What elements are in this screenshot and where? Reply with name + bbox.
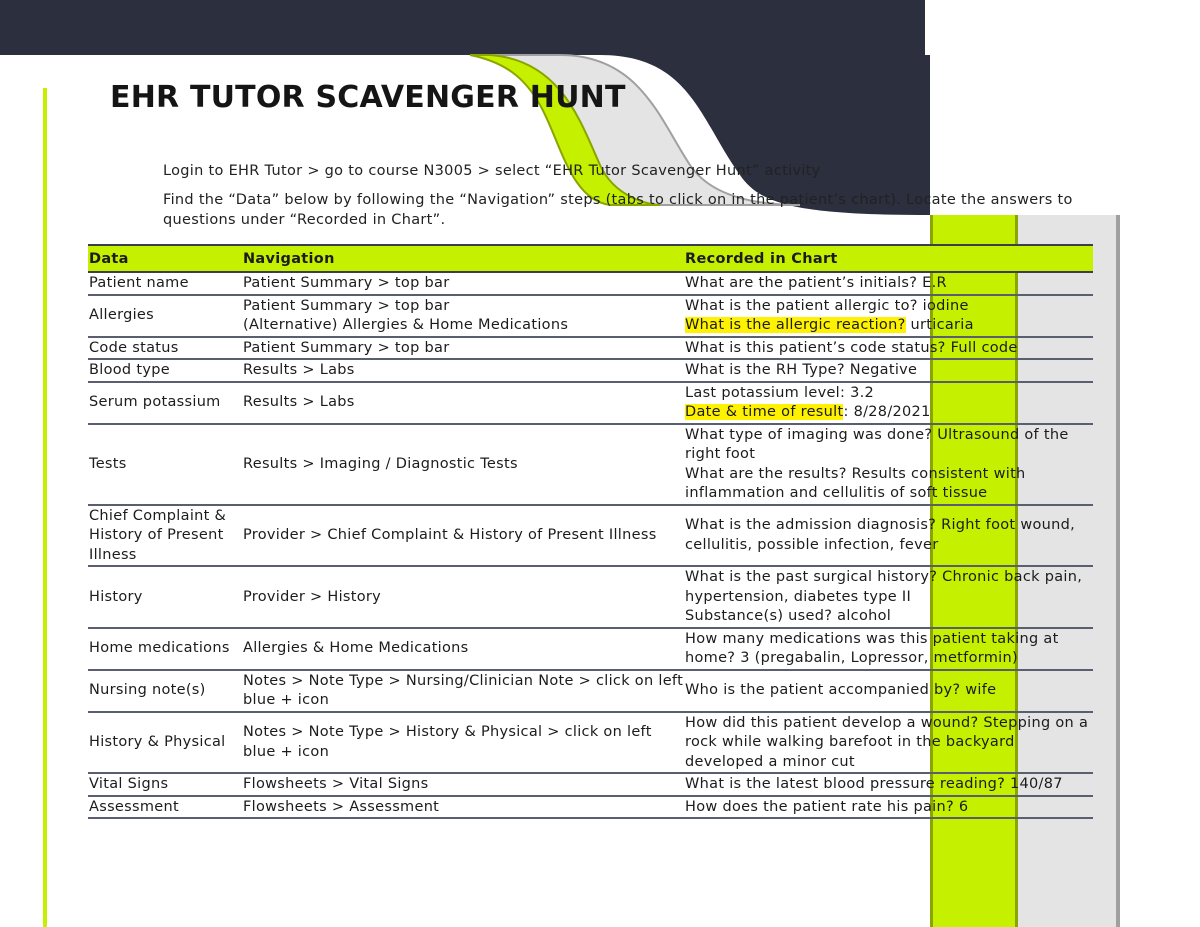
table-row: [88, 382, 1093, 424]
recorded-line: [685, 384, 1093, 404]
table-row: [88, 359, 1093, 382]
recorded-line: [685, 465, 1093, 504]
cell-recorded: [684, 796, 1093, 819]
recorded-line: [685, 798, 1093, 818]
cell-navigation: [242, 628, 684, 670]
column-header-data: Data: [88, 245, 242, 272]
navigation-step: Notes > Note Type > Nursing/Clinician Note > click on left blue + icon: [243, 672, 684, 708]
recorded-text: What is the past surgical history? Chronic back pain, hypertension, diabetes type II: [685, 569, 1083, 605]
recorded-line: [685, 316, 1093, 336]
cell-recorded: [684, 670, 1093, 712]
cell-navigation: [242, 712, 684, 774]
cell-recorded: [684, 505, 1093, 567]
recorded-line: [685, 775, 1093, 795]
recorded-line: [685, 426, 1093, 465]
recorded-line: [685, 274, 1093, 294]
cell-recorded: [684, 337, 1093, 360]
table-row: [88, 337, 1093, 360]
recorded-text: Last potassium level: 3.2: [685, 384, 875, 401]
cell-navigation: [242, 424, 684, 505]
recorded-line: [685, 714, 1093, 773]
page-title: EHR TUTOR SCAVENGER HUNT: [110, 80, 626, 115]
table-row: [88, 773, 1093, 796]
navigation-step: Results > Imaging / Diagnostic Tests: [243, 455, 518, 472]
cell-recorded: [684, 382, 1093, 424]
table-row: [88, 272, 1093, 295]
cell-recorded: [684, 272, 1093, 295]
recorded-line: [685, 339, 1093, 359]
cell-recorded: [684, 359, 1093, 382]
cell-data: Allergies: [88, 295, 242, 337]
navigation-step: Patient Summary > top bar: [243, 339, 450, 356]
cell-data: Patient name: [88, 272, 242, 295]
cell-recorded: [684, 424, 1093, 505]
navigation-step: Allergies & Home Medications: [243, 640, 469, 657]
cell-navigation: [242, 773, 684, 796]
recorded-text: How did this patient develop a wound? Stepping on a rock while walking barefoot in the backyard developed a minor cut: [685, 714, 1089, 770]
cell-data: Home medications: [88, 628, 242, 670]
column-header-navigation: Navigation: [242, 245, 684, 272]
recorded-text: What is this patient’s code status? Full code: [685, 339, 1018, 356]
cell-recorded: [684, 566, 1093, 628]
intro-login-instruction: Login to EHR Tutor > go to course N3005 > select “EHR Tutor Scavenger Hunt” activity: [163, 163, 821, 179]
cell-data: Code status: [88, 337, 242, 360]
navigation-step: Patient Summary > top bar: [243, 275, 450, 291]
recorded-text: Substance(s) used? alcohol: [685, 608, 892, 624]
table-row: [88, 670, 1093, 712]
navigation-step: Flowsheets > Vital Signs: [243, 776, 429, 792]
table-row: [88, 505, 1093, 567]
cell-navigation: [242, 796, 684, 819]
recorded-text: urticaria: [905, 317, 974, 333]
recorded-text: What are the results? Results consistent with inflammation and cellulitis of soft tissue: [685, 465, 1026, 501]
scavenger-hunt-table: [88, 244, 1093, 819]
recorded-text: What is the latest blood pressure reading? 140/87: [685, 776, 1063, 792]
navigation-step: Results > Labs: [243, 362, 355, 378]
navigation-step: Provider > Chief Complaint & History of Present Illness: [243, 527, 657, 543]
highlighted-question: Date & time of result: [685, 404, 844, 420]
cell-recorded: [684, 628, 1093, 670]
cell-data: Nursing note(s): [88, 670, 242, 712]
highlighted-question: What is the allergic reaction?: [685, 317, 906, 333]
cell-navigation: [242, 566, 684, 628]
recorded-text: What is the patient allergic to? iodine: [685, 297, 969, 314]
recorded-text: How many medications was this patient taking at home? 3 (pregabalin, Lopressor, metformin): [685, 630, 1059, 666]
cell-navigation: [242, 670, 684, 712]
recorded-line: [685, 361, 1093, 381]
navigation-step: Results > Labs: [243, 394, 355, 411]
recorded-line: [685, 607, 1093, 627]
column-header-recorded: Recorded in Chart: [684, 245, 1093, 272]
navigation-step: Flowsheets > Assessment: [243, 798, 440, 815]
recorded-text: How does the patient rate his pain? 6: [685, 798, 969, 815]
recorded-line: [685, 403, 1093, 423]
table-header-row: [88, 245, 1093, 272]
cell-data: History & Physical: [88, 712, 242, 774]
recorded-line: [685, 297, 1093, 317]
intro-find-instruction: Find the “Data” below by following the “Navigation” steps (tabs to click on in the patient’s chart). Locate the answers to questions under “Recorded in Chart”.: [163, 192, 1073, 228]
cell-recorded: [684, 712, 1093, 774]
cell-navigation: [242, 295, 684, 337]
recorded-text: What is the RH Type? Negative: [685, 362, 918, 378]
table-row: [88, 295, 1093, 337]
table-row: [88, 628, 1093, 670]
recorded-text: Who is the patient accompanied by? wife: [685, 682, 997, 699]
recorded-text: : 8/28/2021: [843, 404, 931, 420]
recorded-text: What type of imaging was done? Ultrasound of the right foot: [685, 426, 1069, 462]
navigation-step: Provider > History: [243, 588, 382, 605]
left-accent-bar: [43, 88, 47, 927]
cell-data: Assessment: [88, 796, 242, 819]
table-row: [88, 712, 1093, 774]
recorded-line: [685, 630, 1093, 669]
cell-navigation: [242, 272, 684, 295]
table-row: [88, 566, 1093, 628]
recorded-text: What are the patient’s initials? E.R: [685, 275, 947, 291]
cell-data: Blood type: [88, 359, 242, 382]
table-row: [88, 796, 1093, 819]
cell-recorded: [684, 295, 1093, 337]
cell-data: Tests: [88, 424, 242, 505]
cell-data: Chief Complaint & History of Present Illness: [88, 505, 242, 567]
table-body: [88, 272, 1093, 818]
navigation-step: Notes > Note Type > History & Physical > click on left blue + icon: [243, 724, 652, 760]
recorded-line: [685, 568, 1093, 607]
cell-data: Serum potassium: [88, 382, 242, 424]
table-row: [88, 424, 1093, 505]
recorded-text: What is the admission diagnosis? Right foot wound, cellulitis, possible infection, fever: [685, 517, 1076, 553]
navigation-step: (Alternative) Allergies & Home Medications: [243, 317, 569, 333]
cell-recorded: [684, 773, 1093, 796]
cell-navigation: [242, 505, 684, 567]
cell-navigation: [242, 382, 684, 424]
cell-data: Vital Signs: [88, 773, 242, 796]
cell-navigation: [242, 359, 684, 382]
recorded-line: [685, 681, 1093, 701]
navigation-step: Patient Summary > top bar: [243, 297, 450, 314]
recorded-line: [685, 516, 1093, 555]
cell-data: History: [88, 566, 242, 628]
cell-navigation: [242, 337, 684, 360]
